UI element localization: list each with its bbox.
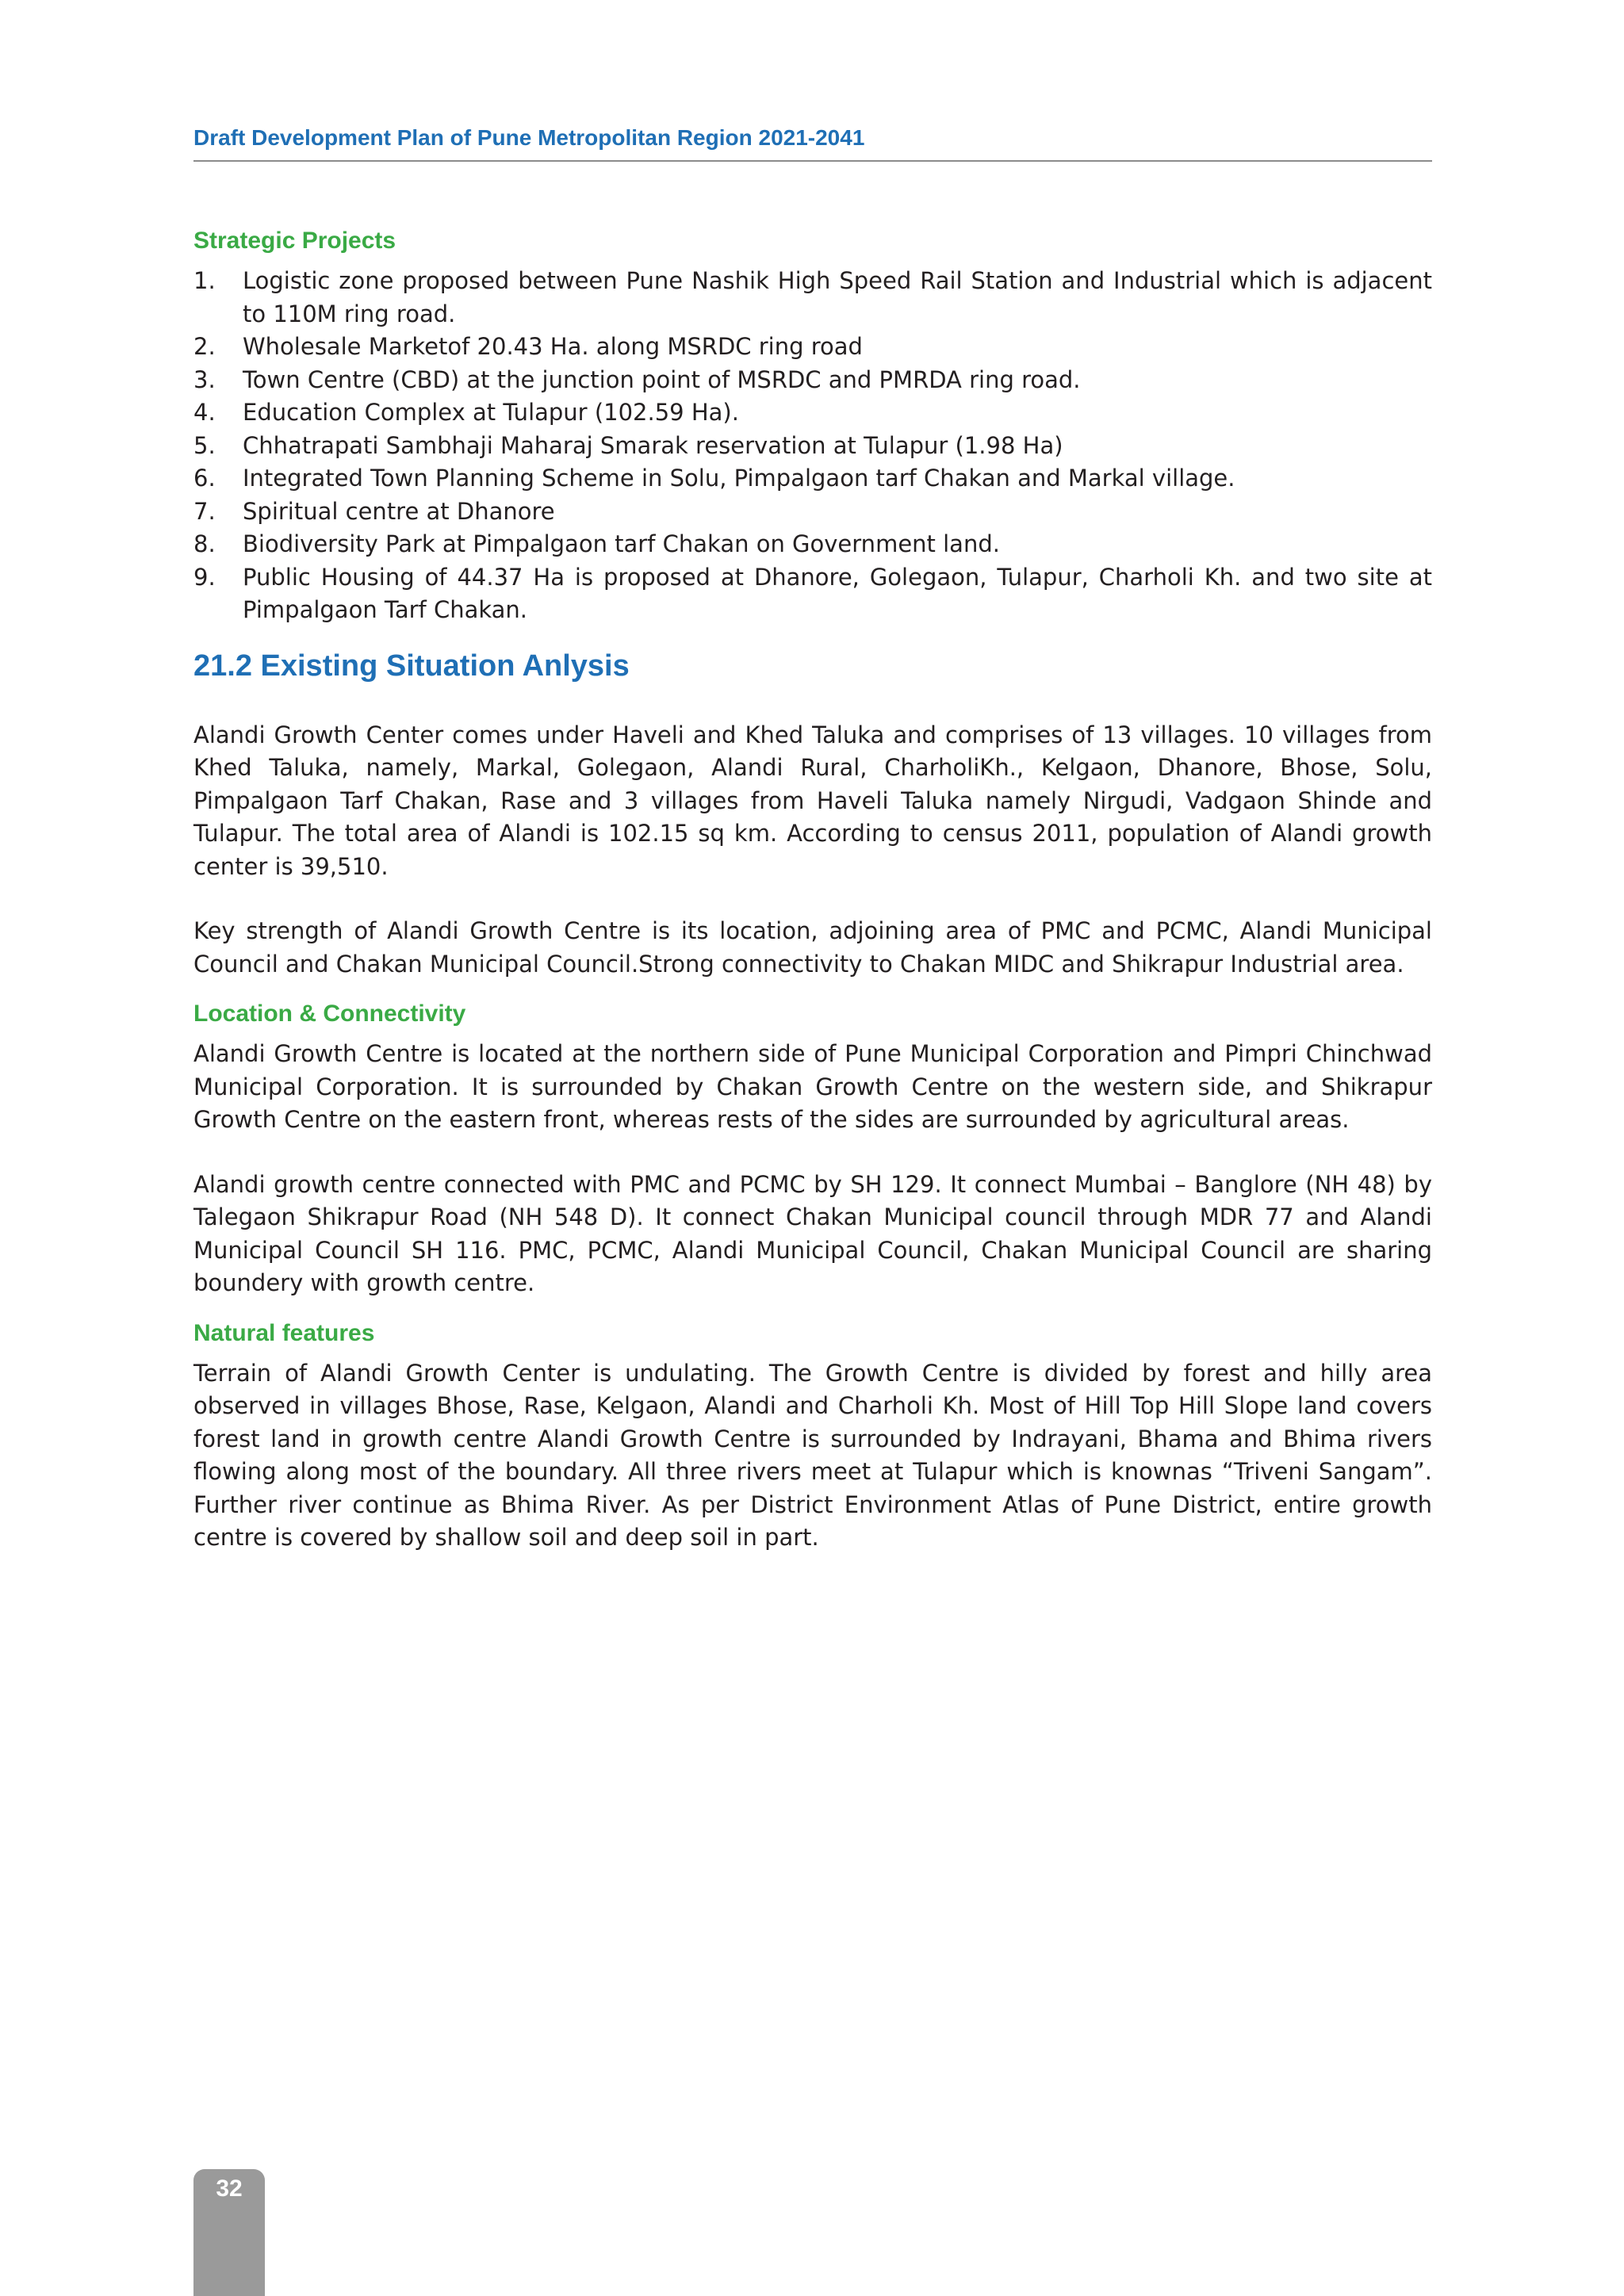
list-item-text: Wholesale Marketof 20.43 Ha. along MSRDC ring road: [243, 333, 863, 360]
list-item-text: Biodiversity Park at Pimpalgaon tarf Chakan on Government land.: [243, 530, 1000, 557]
location-paragraph: Alandi growth centre connected with PMC and PCMC by SH 129. It connect Mumbai – Banglore (NH 48) by Talegaon Shikrapur Road (NH 548 D). It connect Chakan Municipal council through MDR 77 and Alandi Municipal Council SH 116. PMC, PCMC, Alandi Municipal Council, Chakan Municipal Council are sharing boundery with growth centre.: [193, 1170, 1432, 1296]
page-number-tab: [193, 2169, 265, 2296]
list-item-number: 9.: [193, 563, 216, 591]
list-item-number: 2.: [193, 333, 216, 360]
location-connectivity-heading: Location & Connectivity: [193, 1001, 466, 1027]
location-paragraph: Alandi Growth Centre is located at the northern side of Pune Municipal Corporation and Pimpri Chinchwad Municipal Corporation. It is surrounded by Chakan Growth Centre on the western side, and Shikrapur Growth Centre on the eastern front, whereas rests of the sides are surrounded by agricultural areas.: [193, 1040, 1432, 1133]
list-item-text: Logistic zone proposed between Pune Nashik High Speed Rail Station and Industrial which is adjacent to 110M ring road.: [243, 267, 1432, 327]
document-title: Draft Development Plan of Pune Metropolitan Region 2021-2041: [193, 125, 865, 150]
list-item-number: 4.: [193, 399, 216, 426]
list-item-number: 1.: [193, 267, 216, 294]
list-item-number: 8.: [193, 530, 216, 557]
page-content: [193, 222, 1432, 1555]
list-item-text: Chhatrapati Sambhaji Maharaj Smarak reservation at Tulapur (1.98 Ha): [243, 431, 1063, 459]
list-item-number: 6.: [193, 465, 216, 492]
list-item: [193, 430, 1432, 463]
page-number: 32: [216, 2175, 243, 2202]
list-item-text: Town Centre (CBD) at the junction point of MSRDC and PMRDA ring road.: [243, 365, 1081, 393]
list-item-number: 7.: [193, 497, 216, 525]
list-item-text: Spiritual centre at Dhanore: [243, 497, 555, 525]
list-item-text: Education Complex at Tulapur (102.59 Ha).: [243, 399, 739, 426]
list-item: [193, 561, 1432, 627]
section-paragraph: Key strength of Alandi Growth Centre is its location, adjoining area of PMC and PCMC, Alandi Municipal Council and Chakan Municipal Council.Strong connectivity to Chakan MIDC and Shikrapur Industrial area.: [193, 917, 1432, 978]
natural-features-paragraph: Terrain of Alandi Growth Center is undulating. The Growth Centre is divided by forest and hilly area observed in villages Bhose, Rase, Kelgaon, Alandi and Charholi Kh. Most of Hill Top Hill Slope land covers forest land in growth centre Alandi Growth Centre is surrounded by Indrayani, Bhama and Bhima rivers flowing along most of the boundary. All three rivers meet at Tulapur which is knownas “Triveni Sangam”. Further river continue as Bhima River. As per District Environment Atlas of Pune District, entire growth centre is covered by shallow soil and deep soil in part.: [193, 1359, 1432, 1551]
list-item: [193, 528, 1432, 561]
strategic-projects-heading: Strategic Projects: [193, 228, 396, 254]
list-item-text: Public Housing of 44.37 Ha is proposed at Dhanore, Golegaon, Tulapur, Charholi Kh. and two site at Pimpalgaon Tarf Chakan.: [243, 563, 1432, 623]
list-item: [193, 364, 1432, 397]
page-header: [193, 121, 1432, 162]
list-item-text: Integrated Town Planning Scheme in Solu, Pimpalgaon tarf Chakan and Markal village.: [243, 465, 1235, 492]
strategic-projects-list: [193, 265, 1432, 627]
list-item-number: 3.: [193, 365, 216, 393]
natural-features-heading: Natural features: [193, 1319, 375, 1346]
list-item: [193, 496, 1432, 529]
section-title: 21.2 Existing Situation Anlysis: [193, 649, 630, 683]
list-item: [193, 396, 1432, 430]
list-item: [193, 462, 1432, 496]
list-item-number: 5.: [193, 431, 216, 459]
section-paragraph: Alandi Growth Center comes under Haveli and Khed Taluka and comprises of 13 villages. 10 villages from Khed Taluka, namely, Markal, Golegaon, Alandi Rural, CharholiKh., Kelgaon, Dhanore, Bhose, Solu, Pimpalgaon Tarf Chakan, Rase and 3 villages from Haveli Taluka namely Nirgudi, Vadgaon Shinde and Tulapur. The total area of Alandi is 102.15 sq km. According to census 2011, population of Alandi growth center is 39,510.: [193, 721, 1432, 880]
list-item: [193, 331, 1432, 364]
list-item: [193, 265, 1432, 331]
